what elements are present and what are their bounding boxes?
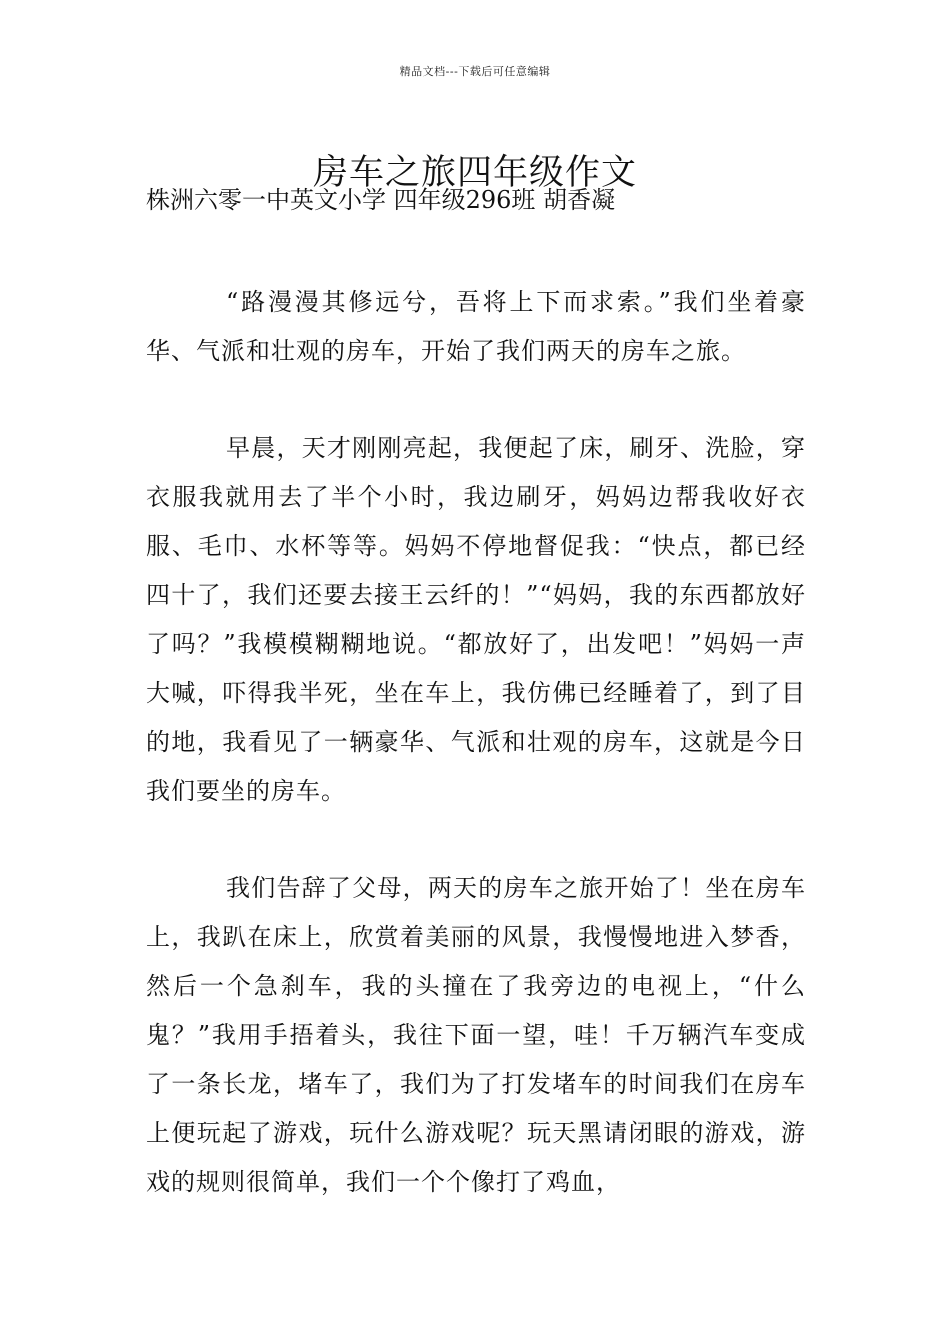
paragraph-3: 我们告辞了父母，两天的房车之旅开始了！坐在房车上，我趴在床上，欣赏着美丽的风景，我慢慢地进入梦香，然后一个急刹车，我的头撞在了我旁边的电视上，“什么鬼？”我用手捂着头，我往下面一望，哇！千万辆汽车变成了一条长龙，堵车了，我们为了打发堵车的时间我们在房车上便玩起了游戏，玩什么游戏呢？玩天黑请闭眼的游戏，游戏的规则很简单，我们一个个像打了鸡血，	[146, 874, 806, 1196]
essay-body	[146, 278, 806, 1255]
document-title: 房车之旅四年级作文	[312, 153, 637, 194]
paragraph-2: 早晨，天才刚刚亮起，我便起了床，刷牙、洗脸，穿衣服我就用去了半个小时，我边刷牙，妈妈边帮我收好衣服、毛巾、水杯等等。妈妈不停地督促我：“快点，都已经四十了，我们还要去接王云纤的！”“妈妈，我的东西都放好了吗？”我模模糊糊地说。“都放好了，出发吧！”妈妈一声大喊，吓得我半死，坐在车上，我仿佛已经睡着了，到了目的地，我看见了一辆豪华、气派和壮观的房车，这就是今日我们要坐的房车。	[146, 434, 806, 805]
paragraph-1: “路漫漫其修远兮，吾将上下而求索。”我们坐着豪华、气派和壮观的房车，开始了我们两天的房车之旅。	[146, 288, 806, 365]
page-header-watermark: 精品文档---下载后可任意编辑	[399, 65, 551, 78]
author-byline: 株洲六零一中英文小学 四年级296班 胡香凝	[146, 186, 616, 214]
